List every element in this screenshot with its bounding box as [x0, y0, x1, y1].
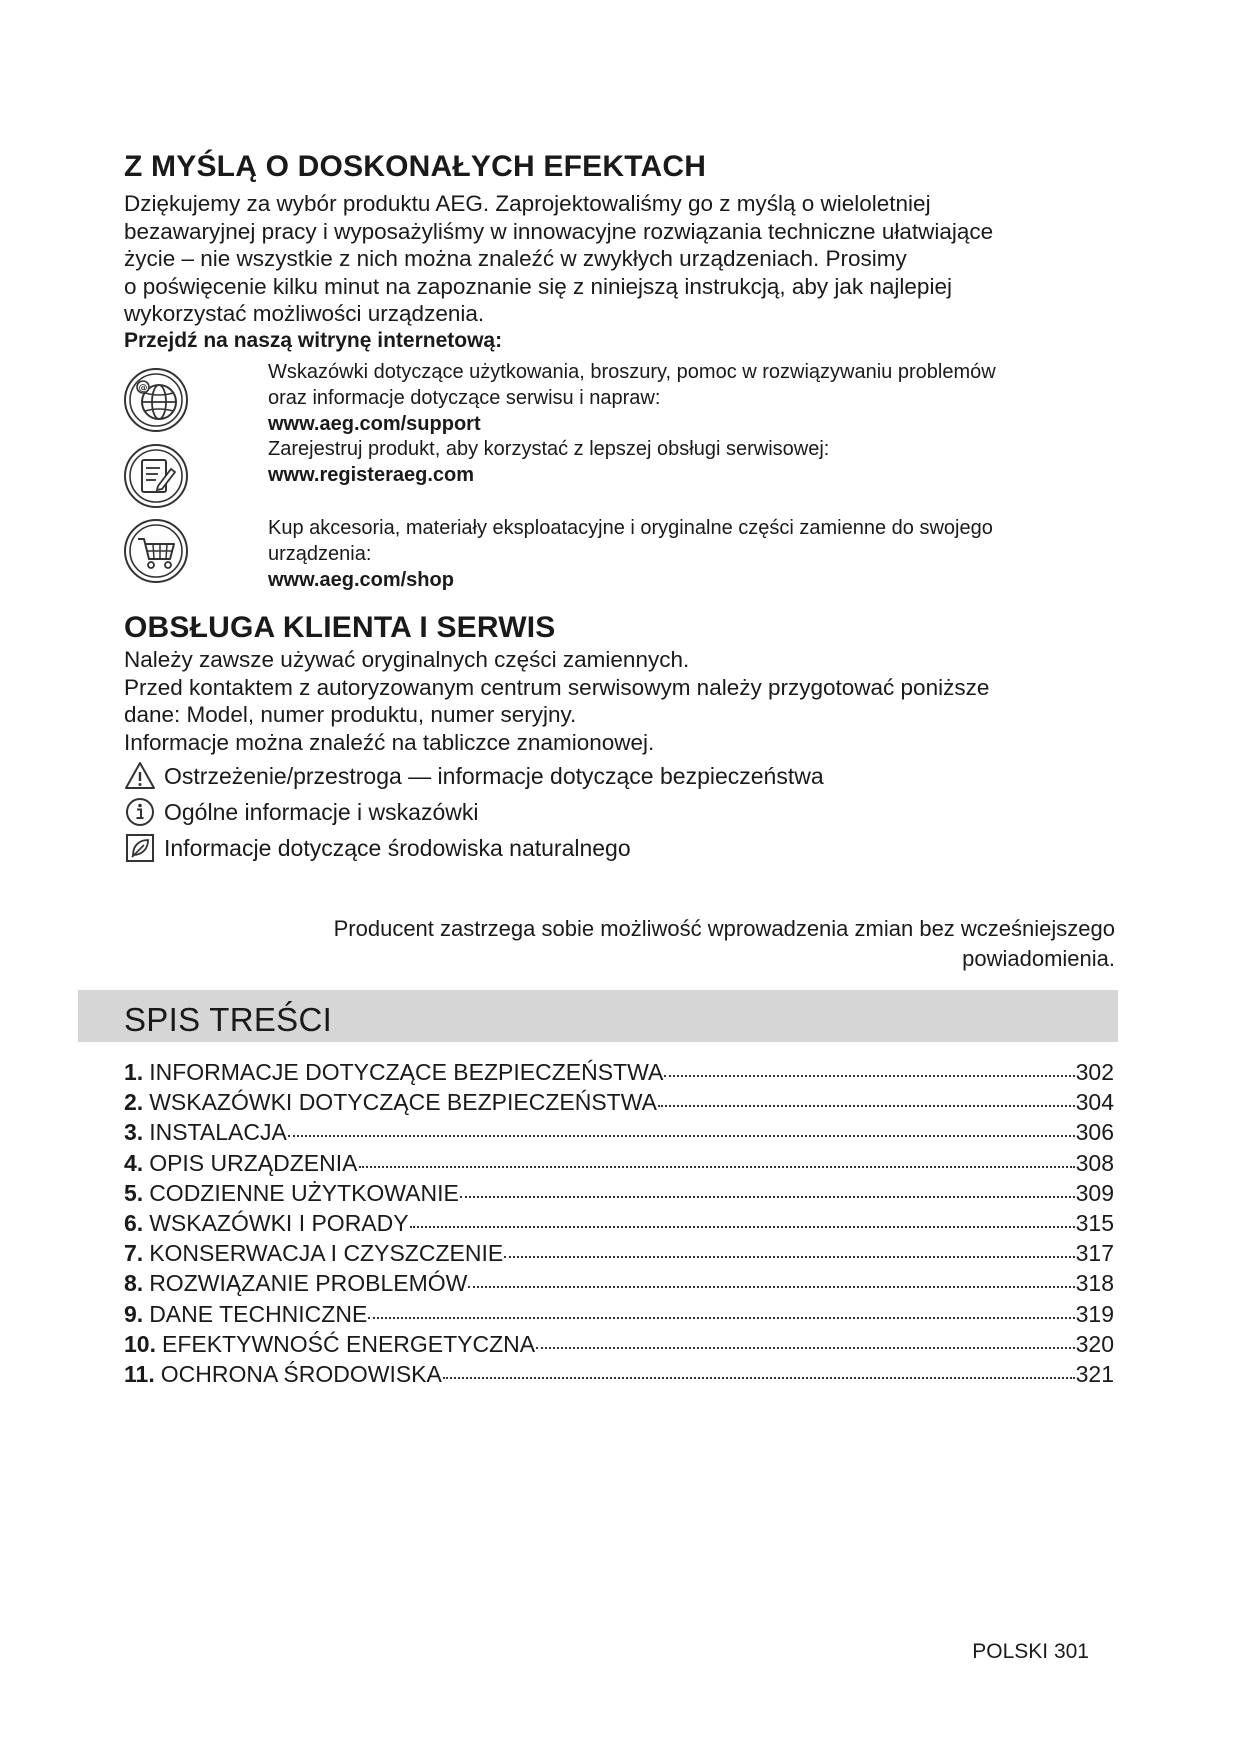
intro-line: wykorzystać możliwości urządzenia. [124, 301, 485, 326]
toc-entry-page: 308 [1075, 1149, 1114, 1176]
toc-entry-number: 3. [124, 1119, 144, 1146]
service-line: dane: Model, numer produktu, numer seryjny. [124, 702, 577, 727]
service-title: OBSŁUGA KLIENTA I SERWIS [124, 611, 556, 644]
toc-entry-label: EFEKTYWNOŚĆ ENERGETYCZNA [161, 1330, 536, 1357]
web-item-register [268, 436, 1118, 488]
toc-entry[interactable] [124, 1089, 1114, 1119]
toc-entry[interactable] [124, 1361, 1114, 1391]
toc-entry[interactable] [124, 1301, 1114, 1331]
toc-entry[interactable] [124, 1331, 1114, 1361]
website-label: Przejdź na naszą witrynę internetową: [124, 329, 503, 352]
web-item-text: oraz informacje dotyczące serwisu i napraw: [268, 387, 661, 409]
intro-title: Z MYŚLĄ O DOSKONAŁYCH EFEKTACH [124, 150, 707, 183]
toc-entry[interactable] [124, 1240, 1114, 1270]
service-paragraph [124, 646, 1114, 756]
toc-entry-number: 10. [124, 1330, 156, 1357]
toc-entry-number: 7. [124, 1240, 144, 1267]
toc-entry[interactable] [124, 1059, 1114, 1089]
toc-entry-page: 318 [1075, 1270, 1114, 1297]
shop-link[interactable]: www.aeg.com/shop [268, 569, 454, 591]
toc-entry-page: 309 [1075, 1179, 1114, 1206]
legend-environment [124, 832, 631, 864]
toc-dot-leader [460, 1192, 1075, 1198]
page-footer: POLSKI 301 [972, 1640, 1089, 1663]
toc-entry[interactable] [124, 1270, 1114, 1300]
legend-warning [124, 760, 824, 792]
toc-entry-number: 5. [124, 1179, 144, 1206]
toc-dot-leader [359, 1162, 1075, 1168]
disclaimer-line: powiadomienia. [962, 946, 1115, 971]
toc-entry-page: 321 [1075, 1360, 1114, 1387]
toc-title: SPIS TREŚCI [124, 1001, 333, 1038]
toc-entry-label: ROZWIĄZANIE PROBLEMÓW [149, 1270, 468, 1297]
web-item-text: Kup akcesoria, materiały eksploatacyjne i oryginalne części zamienne do swojego [268, 517, 993, 539]
toc-entry-page: 302 [1075, 1059, 1114, 1085]
toc-entry-page: 306 [1075, 1119, 1114, 1146]
toc-entry[interactable] [124, 1180, 1114, 1210]
toc-entry-label: INSTALACJA [149, 1119, 287, 1146]
shopping-cart-icon [122, 517, 190, 585]
toc-entry-number: 11. [124, 1360, 155, 1387]
legend-text: Ogólne informacje i wskazówki [164, 799, 479, 825]
globe-icon [122, 366, 190, 434]
web-item-text: Wskazówki dotyczące użytkowania, broszury, pomoc w rozwiązywaniu problemów [268, 361, 996, 383]
toc-entry-label: CODZIENNE UŻYTKOWANIE [149, 1179, 459, 1206]
toc-entry[interactable] [124, 1150, 1114, 1180]
toc-entry[interactable] [124, 1210, 1114, 1240]
toc-entry-page: 319 [1075, 1300, 1114, 1327]
toc-dot-leader [443, 1373, 1075, 1379]
toc-entry-number: 1. [124, 1059, 144, 1085]
disclaimer-line: Producent zastrzega sobie możliwość wprowadzenia zmian bez wcześniejszego [333, 916, 1115, 941]
environment-leaf-icon [124, 832, 156, 864]
web-item-support [268, 359, 1118, 437]
toc-entry-number: 4. [124, 1149, 144, 1176]
intro-line: bezawaryjnej pracy i wyposażyliśmy w innowacyjne rozwiązania techniczne ułatwiające [124, 218, 994, 244]
toc-entry-label: DANE TECHNICZNE [149, 1300, 368, 1327]
disclaimer [334, 914, 1115, 974]
web-item-text: Zarejestruj produkt, aby korzystać z lepszej obsługi serwisowej: [268, 438, 830, 460]
intro-line: życie – nie wszystkie z nich można znaleźć w zwykłych urządzeniach. Prosimy [124, 246, 907, 271]
service-line: Przed kontaktem z autoryzowanym centrum serwisowym należy przygotować poniższe [124, 674, 990, 700]
service-line: Informacje można znaleźć na tabliczce znamionowej. [124, 729, 655, 755]
toc-list [124, 1059, 1114, 1391]
toc-dot-leader [410, 1222, 1075, 1228]
toc-entry-number: 8. [124, 1270, 144, 1297]
toc-entry-label: INFORMACJE DOTYCZĄCE BEZPIECZEŃSTWA [149, 1059, 664, 1085]
toc-entry-page: 317 [1075, 1240, 1114, 1267]
toc-entry-number: 2. [124, 1089, 144, 1116]
toc-entry-number: 9. [124, 1300, 144, 1327]
toc-entry-page: 304 [1075, 1089, 1114, 1116]
register-link[interactable]: www.registeraeg.com [268, 464, 474, 486]
toc-entry-label: WSKAZÓWKI I PORADY [149, 1209, 409, 1236]
toc-entry-label: KONSERWACJA I CZYSZCZENIE [149, 1240, 504, 1267]
warning-triangle-icon [124, 760, 156, 792]
web-item-text: urządzenia: [268, 543, 372, 565]
web-item-shop [268, 515, 1118, 593]
toc-dot-leader [658, 1101, 1075, 1107]
toc-dot-leader [468, 1282, 1074, 1288]
support-link[interactable]: www.aeg.com/support [268, 413, 481, 435]
legend-text: Informacje dotyczące środowiska naturalnego [164, 835, 631, 861]
register-document-icon [122, 442, 190, 510]
legend-info [124, 796, 478, 828]
toc-dot-leader [536, 1343, 1074, 1349]
toc-entry-number: 6. [124, 1209, 144, 1236]
toc-dot-leader [504, 1252, 1074, 1258]
toc-entry-page: 315 [1075, 1209, 1114, 1236]
toc-entry-label: OPIS URZĄDZENIA [149, 1149, 358, 1176]
service-line: Należy zawsze używać oryginalnych części zamiennych. [124, 647, 690, 672]
svg-text:@: @ [138, 383, 148, 394]
toc-dot-leader [664, 1071, 1074, 1077]
toc-dot-leader [288, 1131, 1075, 1137]
toc-entry[interactable] [124, 1119, 1114, 1149]
legend-text: Ostrzeżenie/przestroga — informacje dotyczące bezpieczeństwa [164, 763, 824, 789]
intro-line: Dziękujemy za wybór produktu AEG. Zaprojektowaliśmy go z myślą o wieloletniej [124, 191, 931, 216]
info-icon [124, 796, 156, 828]
toc-entry-label: OCHRONA ŚRODOWISKA [160, 1360, 442, 1387]
intro-line: o poświęcenie kilku minut na zapoznanie się z niniejszą instrukcją, aby jak najlepiej [124, 273, 952, 299]
toc-entry-label: WSKAZÓWKI DOTYCZĄCE BEZPIECZEŃSTWA [149, 1089, 657, 1116]
toc-dot-leader [368, 1313, 1074, 1319]
toc-entry-page: 320 [1075, 1330, 1114, 1357]
intro-paragraph [124, 190, 1114, 328]
